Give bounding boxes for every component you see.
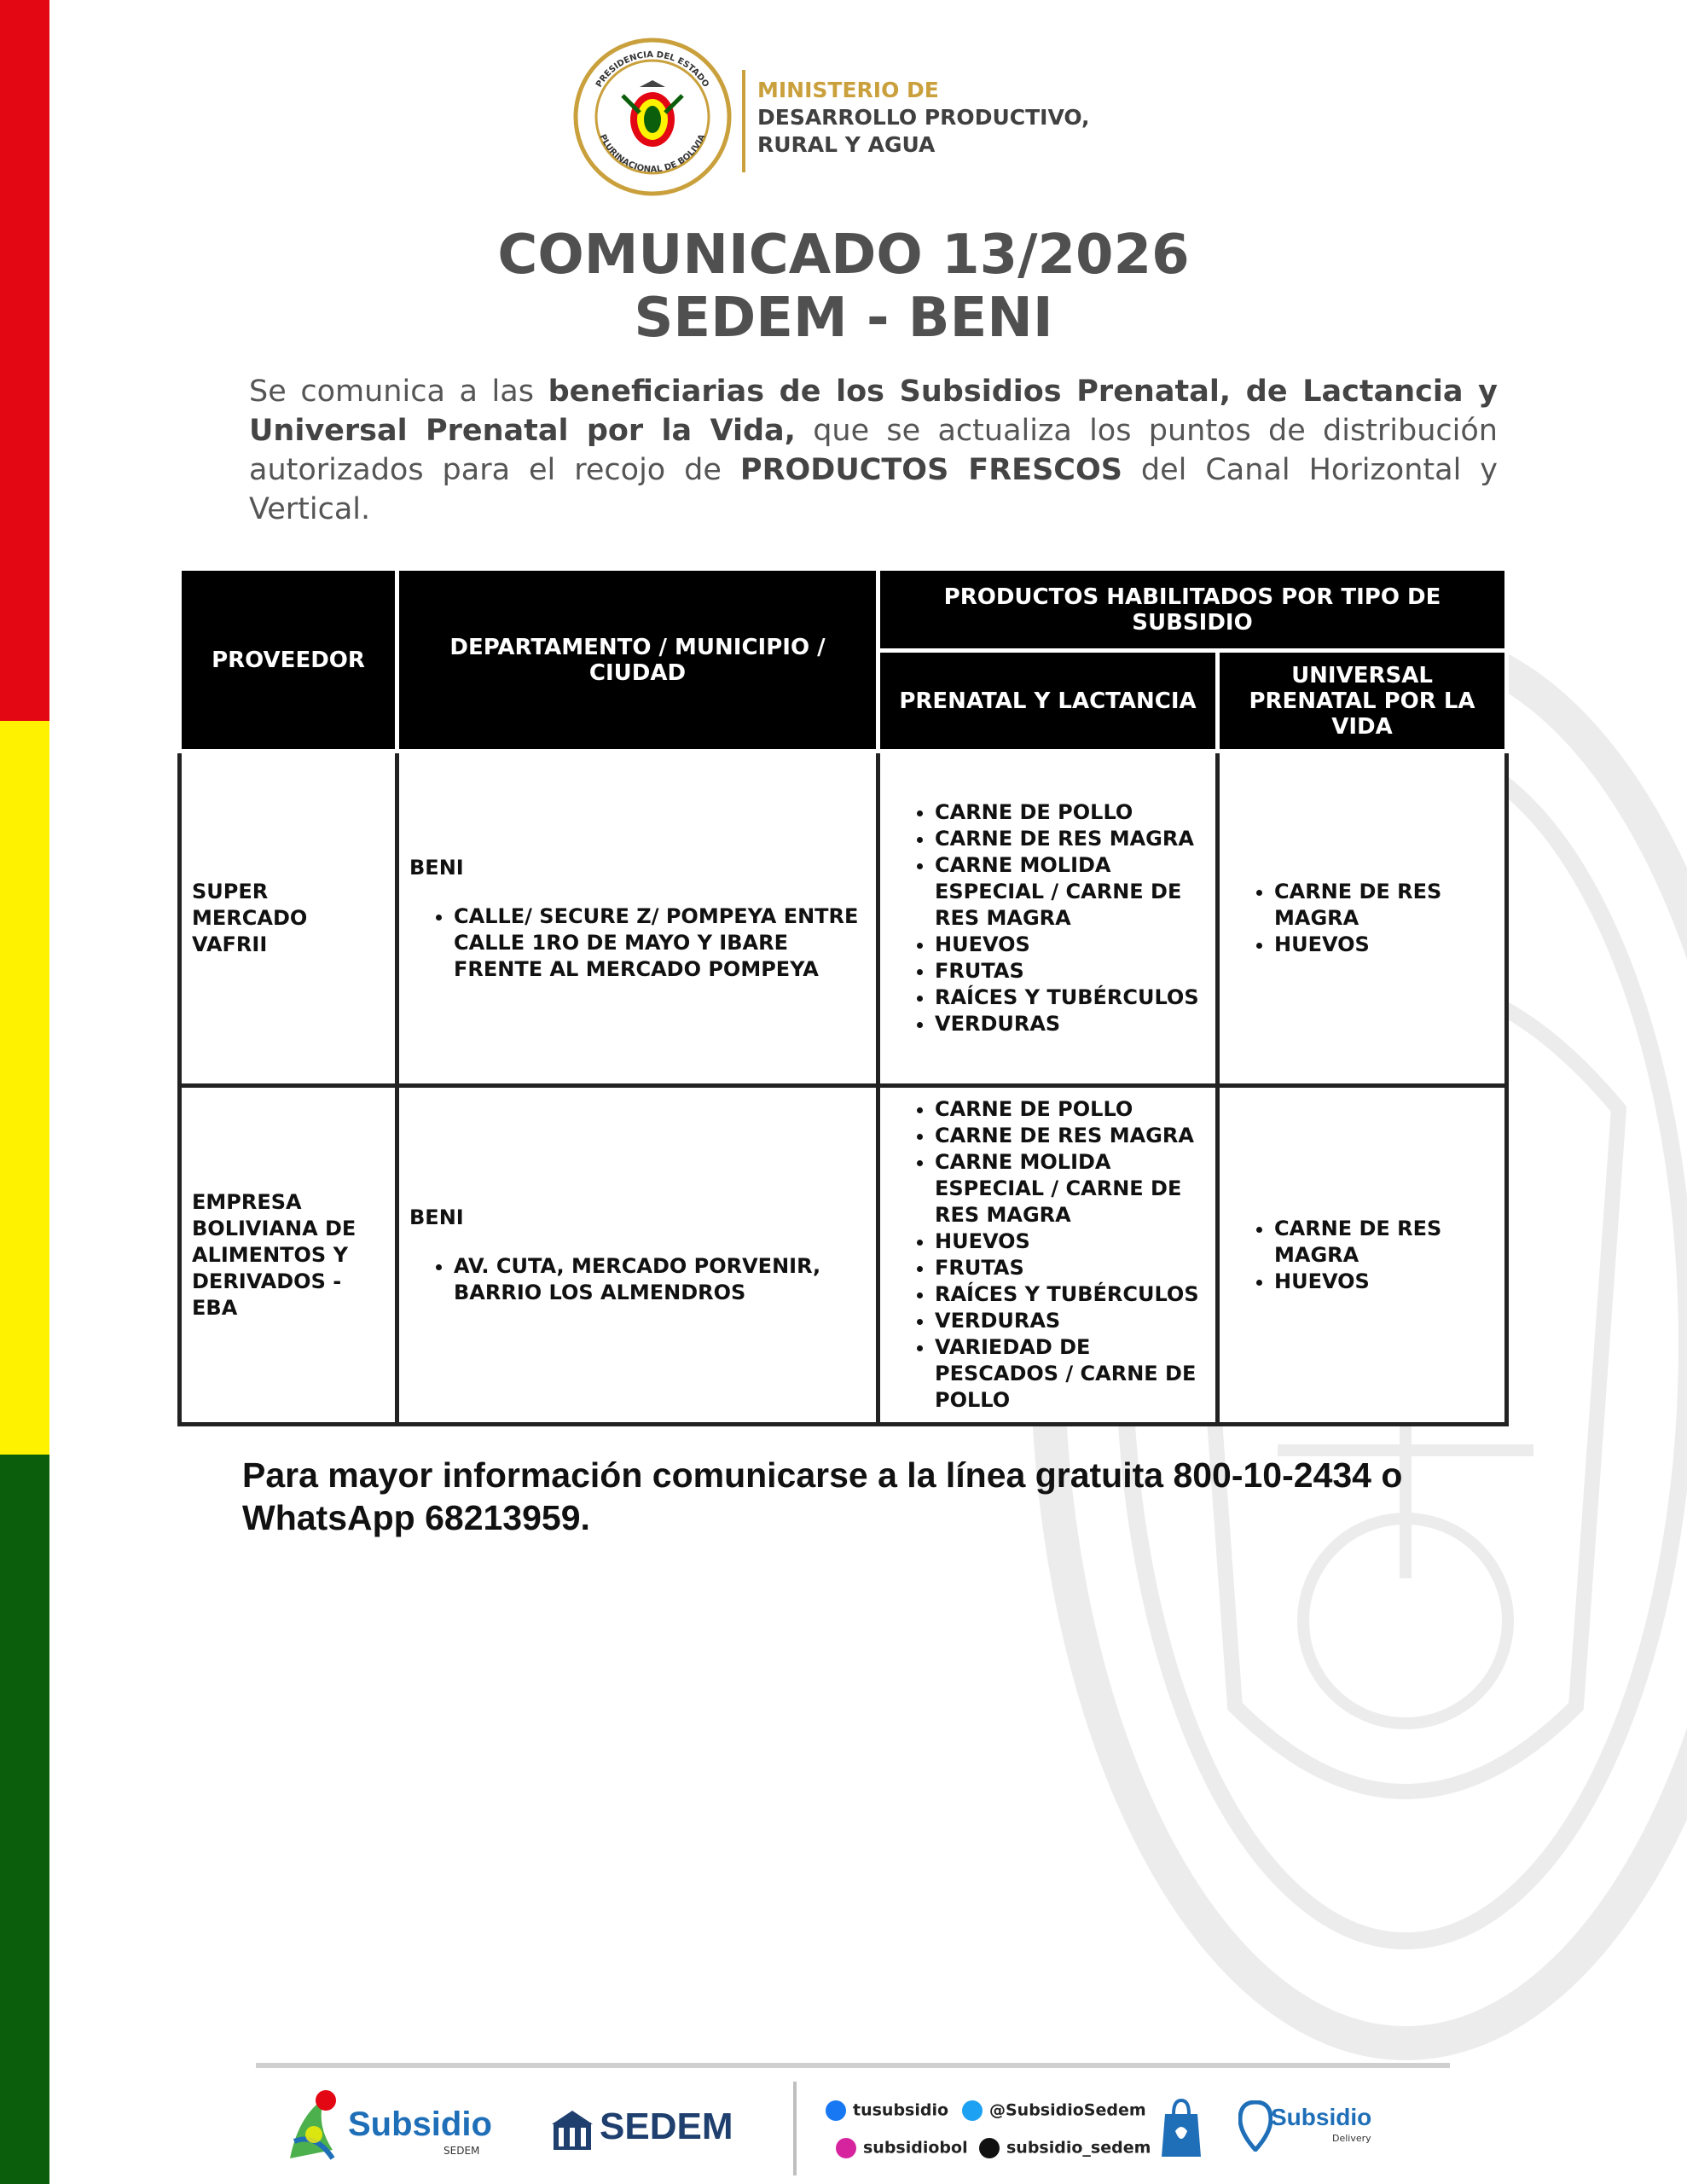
list-item: • CARNE DE POLLO xyxy=(935,799,1205,826)
intro-paragraph: Se comunica a las beneficiarias de los Subsidios Prenatal, de Lactancia y Universal Prenatal por la Vida, que se actualiza los puntos de distribución autorizados para el recojo de PRODUCTOS FRESCOS del Canal Horizontal y Vertical. xyxy=(249,375,1499,526)
state-seal-icon xyxy=(571,36,733,198)
list-item: • VERDURAS xyxy=(935,1011,1205,1037)
social-instagram[interactable]: subsidiobol xyxy=(836,2138,968,2158)
social-tiktok[interactable]: subsidio_sedem xyxy=(979,2138,1151,2158)
list-item: • HUEVOS xyxy=(935,1228,1205,1255)
svg-text:PRESIDENCIA DEL ESTADO: PRESIDENCIA DEL ESTADO xyxy=(594,49,710,90)
list-item: • FRUTAS xyxy=(935,958,1205,985)
list-item: • CARNE DE RES MAGRA xyxy=(1274,879,1494,932)
flag-stripe-red xyxy=(0,0,49,721)
address-item: • CALLE/ SECURE Z/ POMPEYA ENTRE CALLE 1RO DE MAYO Y IBARE FRENTE AL MERCADO POMPEYA xyxy=(454,903,866,983)
flag-stripe-green xyxy=(0,1455,49,2184)
list-item: • CARNE DE RES MAGRA xyxy=(1274,1216,1494,1269)
header-universal: UNIVERSAL PRENATAL POR LA VIDA xyxy=(1218,651,1507,752)
list-item: • HUEVOS xyxy=(1274,1269,1494,1295)
cell-departamento: BENI • CALLE/ SECURE Z/ POMPEYA ENTRE CALLE 1RO DE MAYO Y IBARE FRENTE AL MERCADO POMPEYA xyxy=(397,752,878,1086)
instagram-icon xyxy=(836,2138,856,2158)
header-proveedor: PROVEEDOR xyxy=(180,569,397,752)
svg-text:PLURINACIONAL DE BOLIVIA: PLURINACIONAL DE BOLIVIA xyxy=(597,132,708,175)
facebook-icon xyxy=(826,2100,846,2121)
social-twitter[interactable]: @SubsidioSedem xyxy=(962,2100,1146,2121)
footer-divider xyxy=(256,2063,1450,2068)
cell-proveedor: EMPRESA BOLIVIANA DE ALIMENTOS Y DERIVADOS - EBA xyxy=(180,1086,397,1425)
cell-proveedor: SUPER MERCADO VAFRII xyxy=(180,752,397,1086)
tiktok-icon xyxy=(979,2138,1000,2158)
header-prenatal: PRENATAL Y LACTANCIA xyxy=(878,651,1218,752)
social-facebook[interactable]: tusubsidio xyxy=(826,2100,948,2121)
header-divider xyxy=(742,70,745,172)
list-item: • HUEVOS xyxy=(1274,932,1494,958)
address-item: • AV. CUTA, MERCADO PORVENIR, BARRIO LOS ALMENDROS xyxy=(454,1253,866,1306)
list-item: • CARNE DE RES MAGRA xyxy=(935,826,1205,852)
list-item: • HUEVOS xyxy=(935,932,1205,958)
location-pin-icon xyxy=(1238,2100,1272,2152)
list-item: • RAÍCES Y TUBÉRCULOS xyxy=(935,1281,1205,1308)
distribution-table xyxy=(177,566,1509,1426)
page-subtitle: SEDEM - BENI xyxy=(634,287,1053,350)
table-row xyxy=(180,752,1507,1086)
table-row xyxy=(180,1086,1507,1425)
cell-prenatal xyxy=(878,752,1218,1086)
shopping-bag-icon xyxy=(1160,2097,1203,2158)
list-item: • RAÍCES Y TUBÉRCULOS xyxy=(935,985,1205,1011)
footer-vertical-divider xyxy=(793,2082,797,2175)
page-title: COMUNICADO 13/2026 xyxy=(497,224,1190,287)
header-productos: PRODUCTOS HABILITADOS POR TIPO DE SUBSIDIO xyxy=(878,569,1507,651)
list-item: • VARIEDAD DE PESCADOS / CARNE DE POLLO xyxy=(935,1334,1205,1414)
twitter-icon xyxy=(962,2100,983,2121)
cell-prenatal xyxy=(878,1086,1218,1425)
cell-universal xyxy=(1218,1086,1507,1425)
cell-departamento: BENI • AV. CUTA, MERCADO PORVENIR, BARRIO LOS ALMENDROS xyxy=(397,1086,878,1425)
list-item: • CARNE DE RES MAGRA xyxy=(935,1123,1205,1149)
subsidio-delivery-logo: Subsidio Delivery xyxy=(1238,2094,1375,2162)
ministry-header xyxy=(571,36,1168,198)
header-departamento: DEPARTAMENTO / MUNICIPIO / CIUDAD xyxy=(397,569,878,752)
list-item: • VERDURAS xyxy=(935,1308,1205,1334)
footer xyxy=(0,2082,1687,2175)
sedem-logo: SEDEM xyxy=(550,2099,738,2158)
flag-stripe-yellow xyxy=(0,721,49,1455)
list-item: • CARNE MOLIDA ESPECIAL / CARNE DE RES MAGRA xyxy=(935,1149,1205,1228)
list-item: • CARNE DE POLLO xyxy=(935,1096,1205,1123)
building-icon xyxy=(550,2107,594,2152)
cell-universal xyxy=(1218,752,1507,1086)
ministry-name: MINISTERIO DE DESARROLLO PRODUCTIVO, RURAL Y AGUA xyxy=(757,78,1090,157)
list-item: • FRUTAS xyxy=(935,1255,1205,1281)
subsidio-logo: Subsidio SEDEM xyxy=(281,2082,495,2167)
contact-info: Para mayor información comunicarse a la línea gratuita 800-10-2434 o WhatsApp 68213959. xyxy=(242,1455,1403,1537)
list-item: • CARNE MOLIDA ESPECIAL / CARNE DE RES MAGRA xyxy=(935,852,1205,932)
mother-child-icon xyxy=(281,2082,350,2167)
